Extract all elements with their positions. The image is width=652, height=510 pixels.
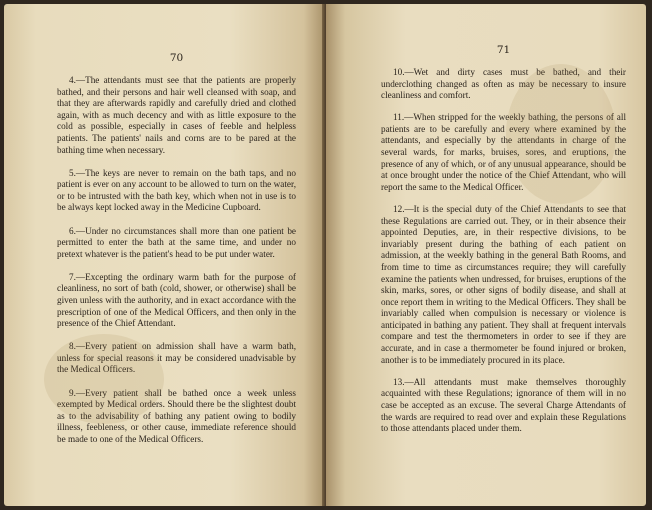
rule-paragraph-11: 11.—When stripped for the weekly bathing, the persons of all patients are to be carefully and every where examined by the attendants, and especially by the attendants in charge of the several wards, for marks, bruises, sores, and eruptions, the presence of any of which, or of any unusual appearance, should be at once brought under the notice of the Chief Attendant, who will report the same to the Medical Officer.	[381, 112, 626, 192]
paper-stain	[506, 64, 616, 204]
rule-paragraph-4: 4.—The attendants must see that the patients are properly bathed, and their persons and hair well cleansed with soap, and that they are afterwards rapidly and carefully dried and clothed again, with as much decency and with as little exposure to the cold as possible, especially in cases of feeble and helpless patients. The patients' nails and corns are to be pared at the bathing time when necessary.	[57, 75, 296, 155]
rule-paragraph-5: 5.—The keys are never to remain on the bath taps, and no patient is ever on any account to be allowed to turn on the water, or to be intrusted with the bath key, which when not in use is to be always kept locked away in the Medicine Cupboard.	[57, 167, 296, 213]
left-page	[4, 4, 326, 506]
rule-paragraph-12: 12.—It is the special duty of the Chief Attendants to see that these Regulations are carried out. They, or in their absence their appointed Deputies, are, in their respective divisions, to be invariably present during the bathing of each patient on admission, at the weekly bathing in the general Bath Rooms, and from time to time as circumstances require; they will carefully examine the patients when undressed, for bruises, eruptions of the skin, marks, sores, or other signs of bodily disease, and shall at once report them in writing to the Medical Officers. They shall be invariably called when compulsion is necessary or violence is anticipated in bathing any patient. They shall at frequent intervals compare and test the thermometers in order to see if they are accurate, and in case a thermometer be found injured or broken, another is to be immediately procured in its place.	[381, 203, 626, 365]
page-number-left: 70	[169, 52, 184, 64]
paper-stain	[44, 334, 164, 424]
rule-paragraph-8: 8.—Every patient on admission shall have a warm bath, unless for special reasons it may be considered unadvisable by the Medical Officers.	[57, 341, 296, 375]
right-page	[326, 4, 646, 506]
rule-paragraph-10: 10.—Wet and dirty cases must be bathed, and their underclothing changed as often as may be necessary to insure cleanliness and comfort.	[381, 67, 626, 101]
rule-paragraph-7: 7.—Excepting the ordinary warm bath for the purpose of cleanliness, no sort of bath (cold, shower, or otherwise) shall be given unless with the authority, and in exact accordance with the prescription of one of the Medical Officers, and then only in the presence of the Chief Attendant.	[57, 271, 296, 329]
page-number-right: 71	[496, 44, 511, 56]
rule-paragraph-13: 13.—All attendants must make themselves thoroughly acquainted with these Regulations; ignorance of them will in no case be accepted as an excuse. The several Charge Attendants of the wards are required to read over and explain these Regulations to those attendants placed under them.	[381, 376, 626, 434]
rule-paragraph-9: 9.—Every patient shall be bathed once a week unless exempted by Medical orders. Should there be the slightest doubt as to the advisability of bathing any patient owing to bodily illness, feebleness, or other cause, immediate reference should be made to one of the Medical Officers.	[57, 387, 296, 444]
rule-paragraph-6: 6.—Under no circumstances shall more than one patient be permitted to enter the bath at the same time, and under no pretext whatever is the patient's head to be put under water.	[57, 225, 296, 259]
